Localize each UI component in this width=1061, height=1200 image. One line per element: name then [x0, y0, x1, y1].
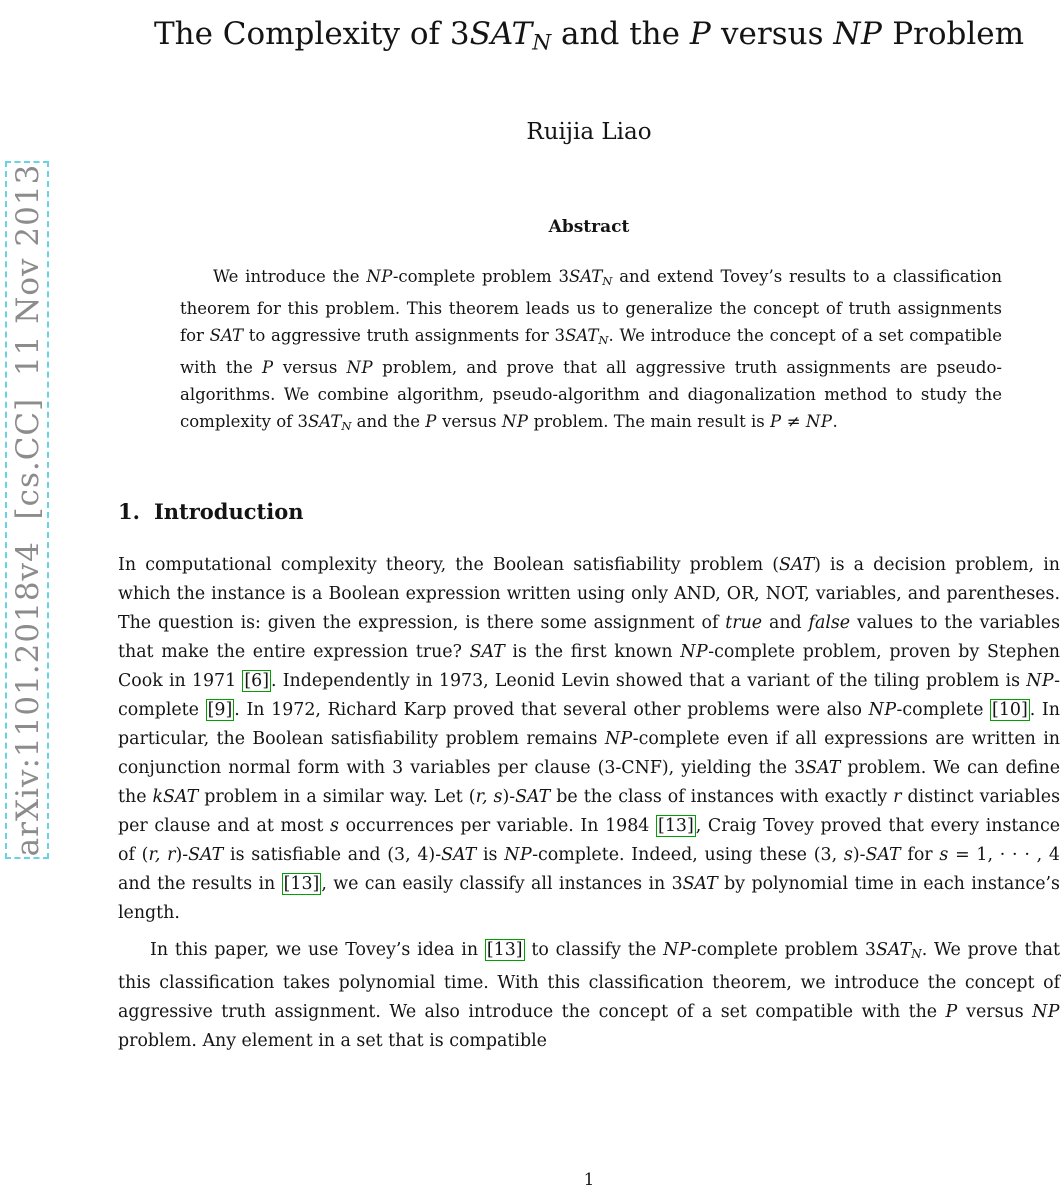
text-segment: s: [939, 845, 949, 866]
text-segment: SAT: [568, 267, 603, 287]
text-segment: to aggressive truth assignments for 3: [243, 326, 566, 346]
text-segment: distinct variables per clause and at most: [118, 787, 1060, 837]
text-segment: N: [602, 274, 613, 289]
citation-link[interactable]: [13]: [658, 816, 694, 837]
text-segment: P: [689, 16, 712, 52]
text-segment: -complete problem 3: [691, 940, 876, 961]
text-segment: for: [900, 845, 940, 866]
text-segment: occurrences per variable. In 1984: [338, 816, 657, 837]
citation-link[interactable]: [9]: [207, 700, 233, 721]
text-segment: N: [598, 333, 609, 348]
text-segment: NP: [805, 412, 833, 432]
text-segment: -complete problem 3: [392, 267, 569, 287]
text-segment: versus: [273, 358, 347, 378]
text-segment: versus: [436, 412, 502, 432]
text-segment: true: [725, 613, 763, 634]
citation-link[interactable]: [13]: [283, 874, 320, 895]
section-heading-introduction: [118, 498, 1060, 525]
text-segment: -complete: [118, 671, 1060, 721]
text-segment: )-: [502, 787, 516, 808]
text-segment: N: [532, 30, 552, 56]
text-segment: problem. Any element in a set that is compatible: [118, 1031, 547, 1052]
text-segment: SAT: [865, 845, 901, 866]
text-segment: . In 1972, Richard Karp proved that several other problems were also: [234, 700, 869, 721]
text-segment: -complete problem, proven by Stephen Cook in 1971: [118, 642, 1060, 692]
text-segment: In this paper, we use Tovey’s idea in: [150, 940, 485, 961]
text-segment: SAT: [209, 326, 243, 346]
intro-paragraph-1: [118, 551, 1060, 928]
citation-link[interactable]: [13]: [486, 940, 523, 961]
abstract-text: [180, 263, 1002, 440]
text-segment: , we can easily classify all instances in 3: [321, 874, 683, 895]
text-segment: SAT: [565, 326, 599, 346]
text-segment: is satisfiable and (3, 4)-: [223, 845, 442, 866]
text-segment: NP: [1026, 671, 1055, 692]
text-segment: P: [425, 412, 437, 432]
text-segment: NP: [504, 845, 533, 866]
section-number: 1.: [118, 499, 140, 525]
text-segment: The Complexity of 3: [153, 16, 470, 52]
text-segment: = 1, · · · , 4 and the results in: [118, 845, 1060, 895]
text-segment: SAT: [441, 845, 477, 866]
text-segment: P: [262, 358, 274, 378]
text-segment: NP: [366, 267, 393, 287]
text-segment: be the class of instances with exactly: [550, 787, 894, 808]
text-segment: SAT: [469, 16, 533, 52]
citation-link[interactable]: [6]: [244, 671, 269, 692]
arxiv-watermark: arXiv:1101.2018v4 [cs.CC] 11 Nov 2013: [5, 161, 49, 859]
text-segment: and the: [351, 412, 426, 432]
text-segment: -complete: [896, 700, 991, 721]
text-segment: P: [769, 412, 782, 432]
text-segment: N: [341, 419, 352, 434]
text-segment: . In particular, the Boolean satisfiability problem remains: [118, 700, 1060, 750]
text-segment: NP: [501, 412, 529, 432]
text-segment: false: [808, 613, 851, 634]
text-segment: )-: [175, 845, 189, 866]
author-name: Ruijia Liao: [526, 119, 652, 146]
text-segment: NP: [346, 358, 374, 378]
text-segment: . We prove that this classification takes polynomial time. With this classification theorem, we introduce the concept of aggressive truth assignment. We also introduce the concept of a set compatible with the: [118, 940, 1060, 1023]
text-segment: kSAT: [152, 787, 199, 808]
text-segment: r: [893, 787, 902, 808]
text-segment: SAT: [188, 845, 224, 866]
text-segment: NP: [604, 729, 633, 750]
text-segment: values to the variables that make the entire expression true?: [118, 613, 1060, 663]
text-segment: is the first known: [504, 642, 681, 663]
text-segment: In computational complexity theory, the Boolean satisfiability problem (: [118, 555, 779, 576]
text-segment: N: [911, 947, 922, 962]
text-segment: to classify the: [524, 940, 664, 961]
text-segment: )-: [852, 845, 866, 866]
text-segment: SAT: [875, 940, 912, 961]
text-segment: problem. The main result is: [528, 412, 770, 432]
text-column: [118, 0, 1060, 1200]
text-segment: ) is a decision problem, in which the instance is a Boolean expression written using only AND, OR, NOT, variables, and parentheses. The question is: given the expression, is there some assignment of: [118, 555, 1060, 634]
text-segment: s: [329, 816, 339, 837]
text-segment: -complete even if all expressions are written in conjunction normal form with 3 variables per clause (3-CNF), yielding the 3: [118, 729, 1060, 779]
text-segment: SAT: [308, 412, 342, 432]
text-segment: and the: [551, 16, 690, 52]
text-segment: by polynomial time in each instance’s length.: [118, 874, 1060, 924]
text-segment: We introduce the: [213, 267, 367, 287]
abstract-heading: Abstract: [548, 217, 630, 238]
text-segment: -complete. Indeed, using these (3,: [532, 845, 844, 866]
text-segment: problem. We can define the: [118, 758, 1060, 808]
text-segment: and: [762, 613, 809, 634]
text-segment: SAT: [805, 758, 841, 779]
text-segment: . Independently in 1973, Leonid Levin showed that a variant of the tiling problem is: [270, 671, 1027, 692]
text-segment: SAT: [682, 874, 718, 895]
text-segment: versus: [957, 1002, 1033, 1023]
text-segment: SAT: [469, 642, 505, 663]
text-segment: NP: [833, 16, 883, 52]
text-segment: s: [843, 845, 853, 866]
text-segment: problem, and prove that all aggressive truth assignments are pseudo-algorithms. We combine algorithm, pseudo-algorithm and diagonalization method to study the complexity of 3: [180, 358, 1002, 432]
text-segment: NP: [1032, 1002, 1060, 1023]
text-segment: .: [832, 412, 838, 432]
text-segment: and extend Tovey’s results to a classification theorem for this problem. This theorem leads us to generalize the concept of truth assignments for: [180, 267, 1002, 346]
text-segment: NP: [663, 940, 692, 961]
text-segment: r, s: [475, 787, 503, 808]
text-segment: NP: [868, 700, 897, 721]
section-title: Introduction: [153, 499, 304, 525]
text-segment: NP: [680, 642, 709, 663]
text-segment: ≠: [781, 412, 806, 432]
text-segment: problem in a similar way. Let (: [198, 787, 476, 808]
text-segment: is: [476, 845, 505, 866]
text-segment: . We introduce the concept of a set compatible with the: [180, 326, 1002, 378]
citation-link[interactable]: [10]: [992, 700, 1028, 721]
intro-paragraph-2: [118, 936, 1060, 1056]
text-segment: versus: [711, 16, 834, 52]
text-segment: SAT: [779, 555, 815, 576]
text-segment: r, r: [148, 845, 176, 866]
text-segment: SAT: [515, 787, 551, 808]
page-number: 1: [583, 1170, 595, 1189]
text-segment: , Craig Tovey proved that every instance of (: [118, 816, 1060, 866]
text-segment: P: [945, 1002, 958, 1023]
paper-title: [149, 10, 1029, 67]
text-segment: Problem: [882, 16, 1025, 52]
